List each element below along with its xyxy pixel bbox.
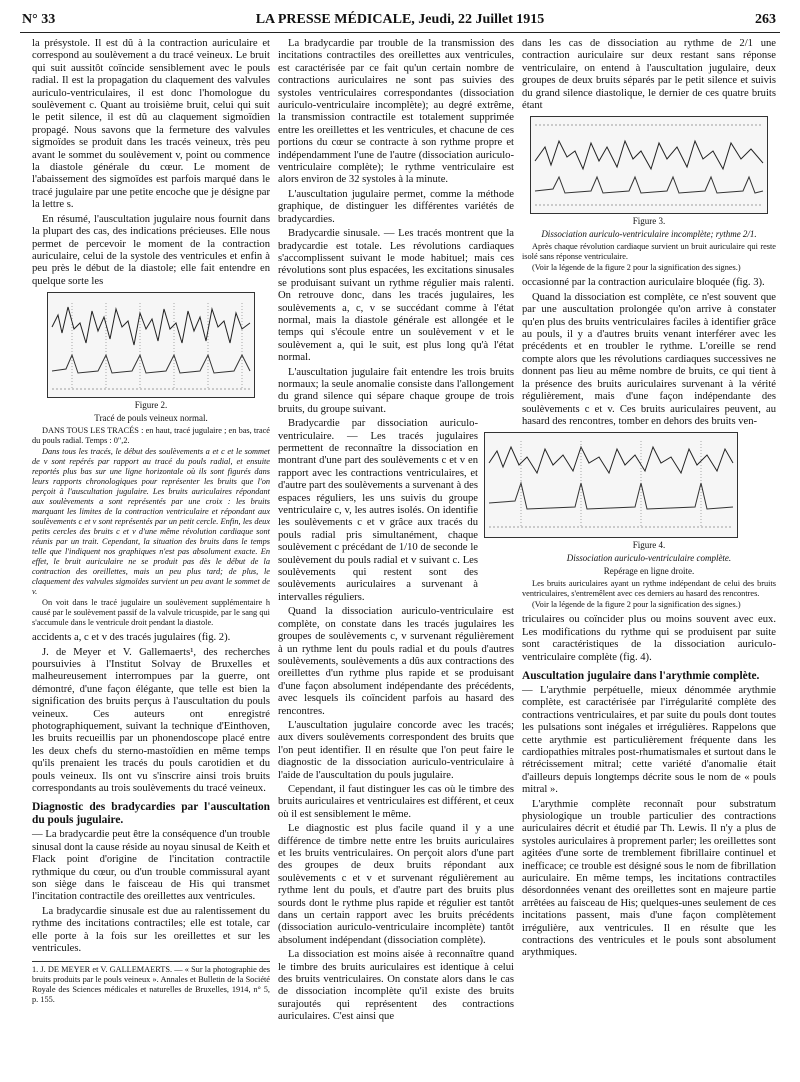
figure-3-legend: Après chaque révolution cardiaque survient un bruit auriculaire qui reste isolé sans réponse ventriculaire. <box>522 242 776 262</box>
paragraph: Bradycardie sinusale. — Les tracés montrent que la bradycardie est totale. Les révolutions cardiaques s'accomplissent suivant le mode habituel; mais ces révolutions sont plus espacées, les excitations sinusales se produisant suivant un rythme régulier mais ralenti. On retrouve donc, dans les tracés jugulaires, les soulèvements a, c, v se succédant comme à l'état normal, mais la diastole générale est allongée et le temps qui s'écoule entre un soulèvement v et le soulèvement a, qui le suit, est plus long qu'à l'état normal. <box>278 228 514 364</box>
paragraph: — L'arythmie perpétuelle, mieux dénommée arythmie complète, est caractérisée par l'irrégularité complète des contractions ventriculaires, et par suite du pouls dont toutes les pulsations sont inégales et irrégulières. Rappelons que cette arythmie est particulièrement fréquente dans les cardiopathies mitrales post-rhumatismales et surtout dans le rétrécissement mitral; cette variété d'anomalie était d'ailleurs depuis longtemps décrite sous le nom de « pouls mitral ». <box>522 684 776 796</box>
figure-4-legend: (Voir la légende de la figure 2 pour la signification des signes.) <box>532 600 741 610</box>
figure-2-title: Figure 2. <box>134 400 168 411</box>
figure-4-title: Figure 4. <box>632 540 666 551</box>
column-3 <box>522 38 776 962</box>
paragraph: La bradycardie sinusale est due au ralentissement du rythme des incitations contractiles; elle est totale, car elle porte à la fois sur les oreillettes et sur les ventricules. <box>32 905 270 955</box>
figure-3-subtitle: Dissociation auriculo-ventriculaire incomplète; rythme 2/1. <box>541 229 757 240</box>
paragraph: La bradycardie par trouble de la transmission des incitations contractiles des oreillettes aux ventricules, est caractérisée par ce fait qu'un certain nombre de contractions auriculaires ne sont pas suivies des systoles ventriculaires correspondantes (dissociation auriculo-ventriculaire incomplète); au degré extrême, la transmission contractile est totalement supprimée entre les oreillettes et les ventricules, et chacune de ces portions du cœur se contracte à son rythme propre et indépendamment l'une de l'autre (dissociation auriculo-ventriculaire complète); le rythme ventriculaire est alors environ de 32 systoles à la minute. <box>278 38 514 186</box>
paragraph: Cependant, il faut distinguer les cas où le timbre des bruits auriculaires et ventriculaires est différent, et ceux où il est sensiblement le même. <box>278 783 514 820</box>
paragraph: Quand la dissociation auriculo-ventriculaire est complète, on constate dans les tracés jugulaires les groupes de soulèvements c, v survenant régulièrement à un rythme lent du pouls radial et du pouls d'autres soulèvements, soulèvements a dûs aux contractions des oreillettes d'un rythme plus rapide et se produisant d'une façon absolument indépendante des précédents, avec lesquels ils coïncident parfois au hasard des rencontres. <box>278 606 514 717</box>
paragraph: occasionné par la contraction auriculaire bloquée (fig. 3). <box>522 277 765 289</box>
paragraph: Quand la dissociation est complète, ce n'est souvent que par une auscultation prolongée qu'on arrive à constater qu'en plus des bruits ventriculaires faciles à identifier grâce au pouls, il y a d'autres bruits venant interférer avec les précédents et en troubler le rythme. L'oreille se rend compte alors que les révolutions cardiaques successives ne donnent pas lieu au même nombre de bruits, ce qui tient à la présence des bruits auriculaires survenant à la vérité régulièrement, mais d'une façon indépendante des soulèvements c et v. Ces bruits auriculaires peuvent, au hasard des rencontres, tomber en dehors des bruits ven- <box>522 291 776 427</box>
figure-2-subtitle: Tracé de pouls veineux normal. <box>94 413 208 424</box>
figure-4-legend: Les bruits auriculaires ayant un rythme indépendant de celui des bruits ventriculaires, s'entremêlent avec ces derniers au hasard des rencontres. <box>522 579 776 599</box>
paragraph: L'arythmie complète reconnaît pour substratum physiologique un trouble particulier des contractions auriculaires décrit et étudié par Th. Lewis. Il n'y a plus de systoles auriculaires à proprement parler; les oreillettes sont agitées d'une sorte de tremblement fibrillaire continuel et inefficace; ce trouble est désigné sous le nom de fibrillation auriculaire. En même temps, les incitations contractiles désordonnées venant des oreillettes sont en majeure partie arrêtées au faisceau de His; quelques-unes seulement de ces incitations passent, mais d'une façon complètement irrégulière, aux ventricules. Il en résulte que les contractions des ventricules et le pouls sont absolument arythmiques. <box>522 798 776 959</box>
section-heading: Auscultation jugulaire dans l'arythmie complète. <box>522 669 760 682</box>
column-1 <box>32 38 270 1005</box>
paragraph: Le diagnostic est plus facile quand il y a une différence de timbre nette entre les bruits auriculaires et les bruits ventriculaires. On perçoit alors d'une part des groupes de deux bruits répondant aux soulèvements c et v et survenant régulièrement au rythme lent du pouls, et d'autre part des bruits plus sourds dont le rythme plus rapide et régulier est tantôt dans un certain rapport avec les bruits précédents (dissociation auriculo-ventriculaire incomplète) tantôt absolument indépendant (dissociation complète). <box>278 823 514 946</box>
paragraph: — La bradycardie peut être la conséquence d'un trouble sinusal dont la cause réside au noyau sinusal de Keith et Flack point d'origine de l'incitation contractile rythmique du cœur, ou d'un trouble commissural ayant son siège dans le faisceau de His qui transmet l'incitation contractile des oreillettes aux ventricules. <box>32 829 270 903</box>
figure-3-title: Figure 3. <box>632 216 666 227</box>
paragraph: La dissociation est moins aisée à reconnaître quand le timbre des bruits auriculaires est identique à celui des bruits ventriculaires. On constate alors dans le cas de dissociation incomplète qu'il existe des bruits surajoutés qui représentent des contractions auriculaires. C'est ainsi que <box>278 949 514 1023</box>
paragraph: L'auscultation jugulaire fait entendre les trois bruits normaux; la seule anomalie consiste dans l'allongement du grand silence qui sépare chaque groupe de trois bruits, du groupe suivant. <box>278 366 514 415</box>
figure-2-trace <box>47 292 255 398</box>
paragraph: L'auscultation jugulaire concorde avec les tracés; aux divers soulèvements correspondent des bruits que l'on peut identifier. Il en résulte que l'on peut faire le diagnostic de la dissociation auriculo-ventriculaire à l'aide de l'auscultation du pouls jugulaire. <box>278 719 514 781</box>
paragraph: L'auscultation jugulaire permet, comme la méthode graphique, de distinguer les différentes variétés de bradycardies. <box>278 188 514 225</box>
header-rule <box>20 32 780 33</box>
paragraph: Bradycardie par dissociation auriculo-ventriculaire. — Les tracés jugulaires permettent de reconnaître la dissociation en montrant d'une part des soulèvements c et v en rapport avec les contractions ventriculaires, et d'autre part des soulèvements a survenant à des espaces réguliers, les uns suivis du groupe ventriculaire c, v, les autres isolés. On identifie les soulèvements c et v grâce aux tracés du pouls radial pris simultanément, chaque soulèvement c précédant de 1/10 de seconde le soulèvement du pouls radial et v suivant c. Les soulèvements qui restent sont des soulèvements auriculaires a survenant à intervalles réguliers. <box>278 418 478 603</box>
figure-3-trace <box>530 116 768 214</box>
figure-2-legend: DANS TOUS LES TRACÉS : en haut, tracé jugulaire ; en bas, tracé du pouls radial. Temps : 0",2. <box>32 426 270 446</box>
issue-number: N° 33 <box>22 12 56 27</box>
journal-title: LA PRESSE MÉDICALE, Jeudi, 22 Juillet 1915 <box>255 12 545 27</box>
paragraph: la présystole. Il est dû à la contraction auriculaire et correspond au soulèvement a du tracé veineux. Le bruit qui suit aussitôt coïncide sensiblement avec le pouls radial. Il est la propagation du claquement des valvules auriculo-ventriculaires, il est donc l'homologue du soulèvement c. Quant au troisième bruit, celui qui suit le petit silence, il est dû au claquement sigmoïdien propagé. Nous savons que la fermeture des valvules sigmoïdes se produit dans les tracés veineux, très peu avant le sommet du soulèvement v, point ou commence la diastole générale du cœur. Le moment de l'abaissement des sigmoïdes est parfois marqué dans le tracé jugulaire par une petite encoche que je désigne par la lettre s. <box>32 38 270 211</box>
figure-2-legend: On voit dans le tracé jugulaire un soulèvement supplémentaire h causé par le soulèvement passif de la valvule tricuspide, par le sang qui s'accumule dans le ventricule droit pendant la diastole. <box>32 598 270 628</box>
footnote: 1. J. DE MEYER et V. GALLEMAERTS. — « Sur la photographie des bruits produits par le pouls veineux ». Annales et Bulletin de la Société Royale des Sciences médicales et naturelles de Bruxelles, 1914, n° 5, p. 155. <box>32 961 270 1005</box>
figure-4-trace <box>484 432 738 538</box>
page-header <box>20 10 780 32</box>
figure-2-legend: Dans tous les tracés, le début des soulèvements a et c et le sommet de v sont repérés par rapport au tracé du pouls radial, et ensuite reportés plus bas sur une ligne horizontale où ils sont figurés dans leurs rapports chronologiques pour représenter les bruits que l'on perçoit à l'auscultation jugulaire. Les bruits auriculaires répondant aux soulèvements a sont représentés par une croix : les bruits marquant les limites de la contraction ventriculaire et répondant aux soulèvements c et v sont représentés par un petit cercle. Enfin, les deux petits cercles des bruits c et v d'une même révolution cardiaque sont réunis par un trait. Cependant, la situation des bruits dans le temps telle que l'indiquent nos graphiques n'est pas absolument exacte. En effet, le bruit auriculaire ne se produit pas dès le début de la contraction des oreillettes, mais un peu plus tard; de plus, le claquement des valvules sigmoïdes survient un peu avant le sommet de v. <box>32 447 270 597</box>
paragraph: dans les cas de dissociation au rythme de 2/1 une contraction auriculaire sur deux restant sans réponse ventriculaire, on entend à l'auscultation jugulaire, deux groupes de deux bruits séparés par le petit silence et suivis du grand silence diastolique, le dernier de ces quatre bruits étant <box>522 38 776 112</box>
figure-3-legend: (Voir la légende de la figure 2 pour la signification des signes.) <box>532 263 741 273</box>
page-number: 263 <box>755 12 776 27</box>
column-2 <box>278 38 514 1026</box>
paragraph: En résumé, l'auscultation jugulaire nous fournit dans la plupart des cas, des indications précieuses. Elle nous permet de percevoir le moment de la contraction auriculaire, celui de la systole des ventricules et enfin à peu près le début de la diastole; elle fait entendre en quelque sorte les <box>32 213 270 287</box>
paragraph: J. de Meyer et V. Gallemaerts¹, des recherches poursuivies à l'Institut Solvay de Bruxelles et malheureusement interrompues par la guerre, ont démontré, d'une façon élégante, que telle est bien la signification des bruits perçus à l'auscultation du pouls veineux. Ces auteurs ont enregistré photographiquement, suivant la technique d'Einthoven, les bruits recueillis par un phonendoscope placé entre les deux chefs du sterno-mastoïdien en même temps qu'ils prenaient les tracés du pouls carotidien et du pouls veineux. Ils ont vu s'inscrire ainsi trois bruits correspondants au trois soulèvements du tracé veineux. <box>32 646 270 794</box>
paragraph: accidents a, c et v des tracés jugulaires (fig. 2). <box>32 632 231 644</box>
section-heading: Diagnostic des bradycardies par l'auscultation du pouls jugulaire. <box>32 801 270 827</box>
paragraph: triculaires ou coïncider plus ou moins souvent avec eux. Les modifications du rythme qui se produisent par suite sont caractéristiques de la dissociation auriculo-ventriculaire complète (fig. 4). <box>522 614 776 663</box>
figure-4-subtitle-2: Repérage en ligne droite. <box>603 566 695 577</box>
figure-4-subtitle: Dissociation auriculo-ventriculaire complète. <box>566 553 732 564</box>
